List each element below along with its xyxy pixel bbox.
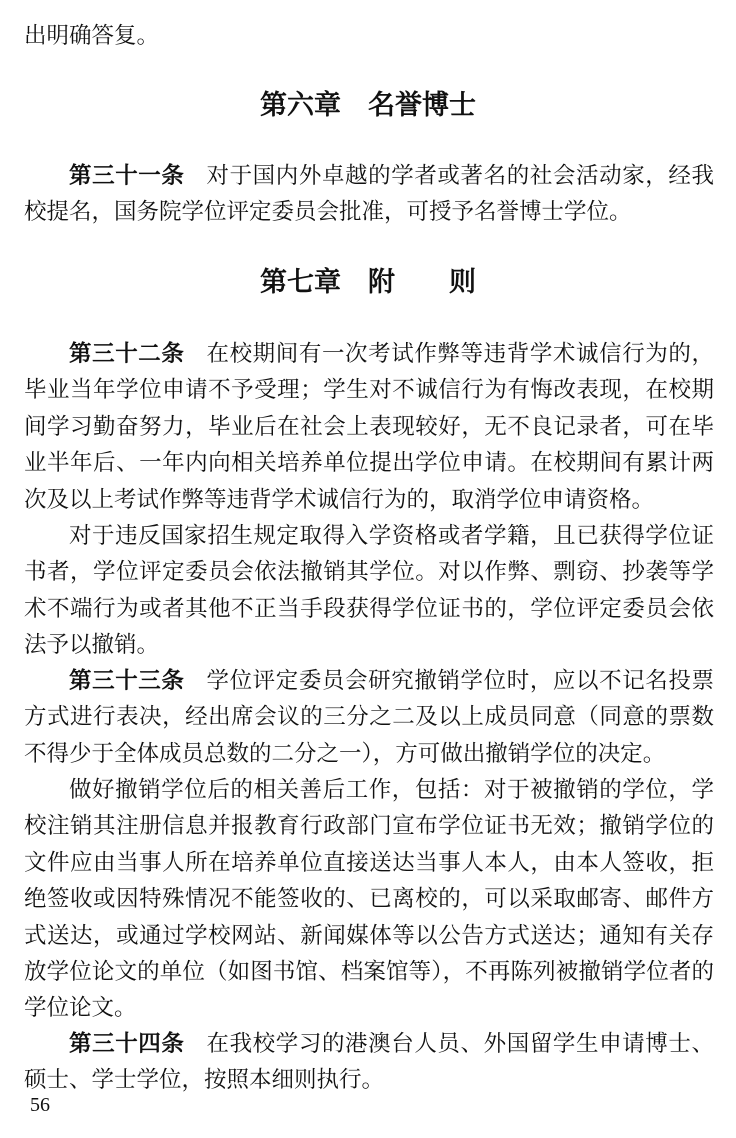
lead-fragment: 出明确答复。 bbox=[24, 23, 160, 49]
article-33-text: 学位评定委员会研究撤销学位时，应以不记名投票方式进行表决，经出席会议的三分之二及以上成员同意（同意的票数不得少于全体成员总数的二分之一），方可做出撤销学位的决定。 bbox=[24, 668, 714, 767]
article-33 bbox=[24, 663, 714, 772]
article-34 bbox=[24, 1026, 714, 1099]
article-32-label: 第三十二条 bbox=[69, 341, 185, 367]
article-32-paragraph-2: 对于违反国家招生规定取得入学资格或者学籍，且已获得学位证书者，学位评定委员会依法撤销其学位。对以作弊、剽窃、抄袭等学术不端行为或者其他不正当手段获得学位证书的，学位评定委员会依法予以撤销。 bbox=[24, 523, 714, 659]
article-31-label: 第三十一条 bbox=[69, 163, 185, 189]
article-34-label: 第三十四条 bbox=[69, 1031, 185, 1057]
article-31-text: 对于国内外卓越的学者或著名的社会活动家，经我校提名，国务院学位评定委员会批准，可授予名誉博士学位。 bbox=[24, 163, 714, 226]
chapter-7-heading: 第七章 附 则 bbox=[260, 267, 476, 298]
chapter-6-heading: 第六章 名誉博士 bbox=[260, 90, 476, 121]
article-34-text: 在我校学习的港澳台人员、外国留学生申请博士、硕士、学士学位，按照本细则执行。 bbox=[24, 1031, 714, 1094]
article-31 bbox=[24, 158, 714, 231]
article-32-text: 在校期间有一次考试作弊等违背学术诚信行为的，毕业当年学位申请不予受理；学生对不诚信行为有悔改表现，在校期间学习勤奋努力，毕业后在社会上表现较好，无不良记录者，可在毕业半年后、一年内向相关培养单位提出学位申请。在校期间有累计两次及以上考试作弊等违背学术诚信行为的，取消学位申请资格。 bbox=[24, 341, 714, 513]
article-33-paragraph-2: 做好撤销学位后的相关善后工作，包括：对于被撤销的学位，学校注销其注册信息并报教育行政部门宣布学位证书无效；撤销学位的文件应由当事人所在培养单位直接送达当事人本人，由本人签收，拒绝签收或因特殊情况不能签收的、已离校的，可以采取邮寄、邮件方式送达，或通过学校网站、新闻媒体等以公告方式送达；通知有关存放学位论文的单位（如图书馆、档案馆等），不再陈列被撤销学位者的学位论文。 bbox=[24, 777, 714, 1022]
article-33-label: 第三十三条 bbox=[69, 668, 185, 694]
page-number: 56 bbox=[30, 1094, 50, 1116]
article-32 bbox=[24, 336, 714, 518]
